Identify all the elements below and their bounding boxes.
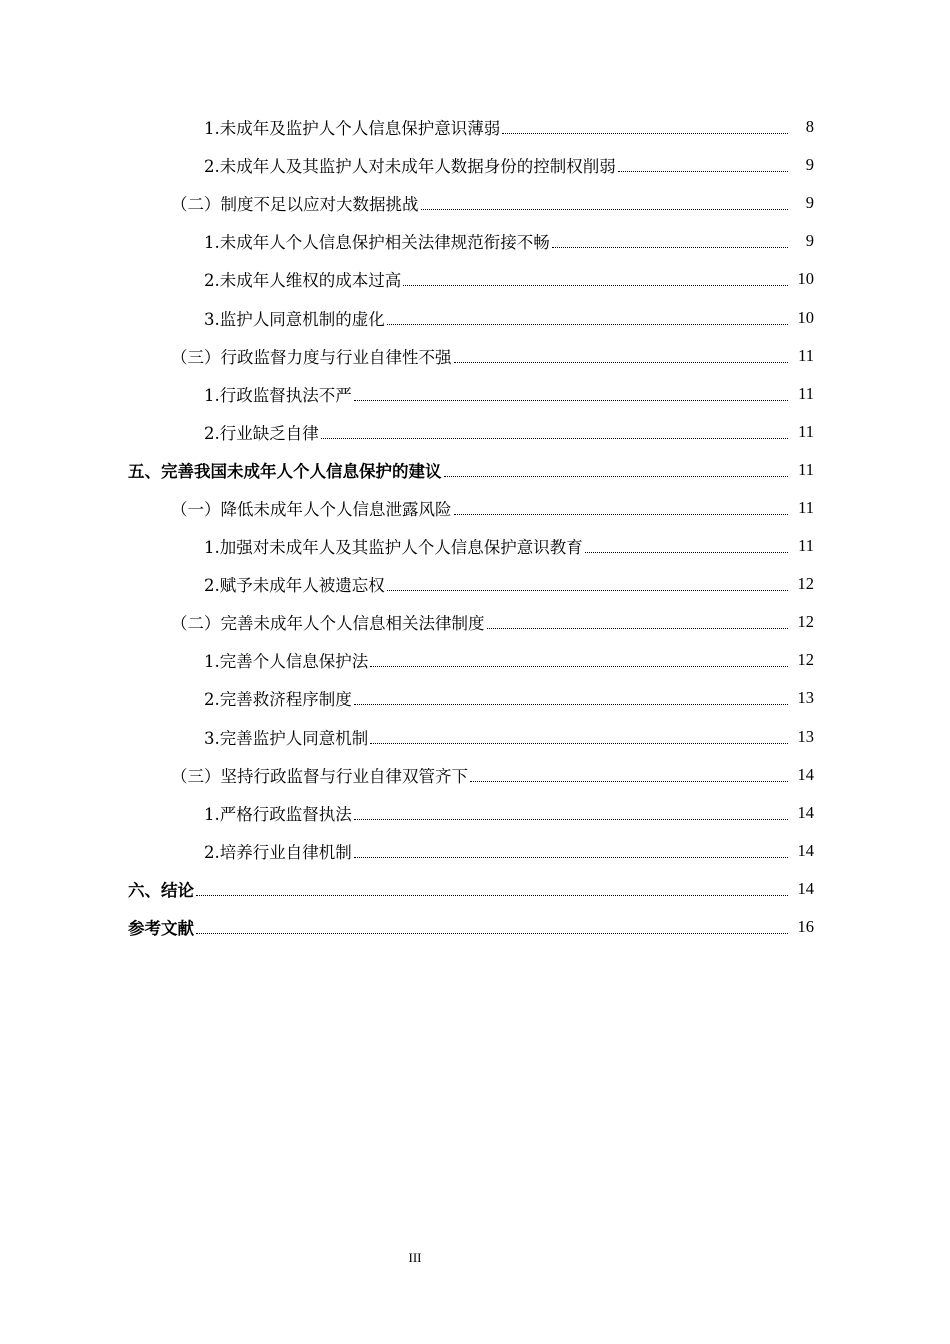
toc-entry[interactable] xyxy=(0,641,950,679)
dot-leader xyxy=(321,437,788,439)
toc-entry-title: 1.加强对未成年人及其监护人个人信息保护意识教育 xyxy=(204,538,583,558)
toc-entry[interactable] xyxy=(0,679,950,717)
toc-entry[interactable] xyxy=(0,870,950,908)
toc-entry-page: 10 xyxy=(797,269,814,289)
dot-leader xyxy=(370,665,788,667)
toc-entry[interactable] xyxy=(0,146,950,184)
toc-entry-title: （二）制度不足以应对大数据挑战 xyxy=(171,195,419,215)
toc-entry-page: 11 xyxy=(798,459,814,479)
toc-entry-page: 12 xyxy=(797,574,814,594)
toc-entry-title: 3.完善监护人同意机制 xyxy=(204,728,369,748)
toc-entry[interactable] xyxy=(0,603,950,641)
toc-entry-page: 12 xyxy=(797,650,814,670)
toc-entry[interactable] xyxy=(0,375,950,413)
dot-leader xyxy=(470,780,788,782)
toc-entry-page: 14 xyxy=(797,840,814,860)
toc-entry[interactable] xyxy=(0,527,950,565)
dot-leader xyxy=(444,475,789,477)
toc-entry-page: 12 xyxy=(797,612,814,632)
toc-entry-page: 11 xyxy=(798,536,814,556)
dot-leader xyxy=(354,856,788,858)
toc-entry-title: 2.未成年人及其监护人对未成年人数据身份的控制权削弱 xyxy=(204,157,616,177)
toc-entry-title: （三）坚持行政监督与行业自律双管齐下 xyxy=(171,766,468,786)
toc-entry[interactable] xyxy=(0,298,950,336)
toc-entry[interactable] xyxy=(0,108,950,146)
toc-entry[interactable] xyxy=(0,184,950,222)
toc-entry-title: 2.赋予未成年人被遗忘权 xyxy=(204,576,385,596)
toc-entry-title: 参考文献 xyxy=(128,919,194,939)
dot-leader xyxy=(370,742,788,744)
toc-entry-page: 14 xyxy=(797,764,814,784)
dot-leader xyxy=(552,246,788,248)
toc-entry-page: 11 xyxy=(798,345,814,365)
dot-leader xyxy=(354,703,788,705)
toc-entry-title: 1.严格行政监督执法 xyxy=(204,804,352,824)
toc-entry[interactable] xyxy=(0,832,950,870)
toc-entry-title: 2.培养行业自律机制 xyxy=(204,842,352,862)
toc-entry-page: 11 xyxy=(798,421,814,441)
toc-entry-title: 2.完善救济程序制度 xyxy=(204,690,352,710)
toc-entry-page: 16 xyxy=(797,917,814,937)
toc-entry[interactable] xyxy=(0,260,950,298)
toc-entry[interactable] xyxy=(0,718,950,756)
toc-entry-page: 11 xyxy=(798,497,814,517)
dot-leader xyxy=(454,361,789,363)
toc-entry[interactable] xyxy=(0,451,950,489)
dot-leader xyxy=(487,627,789,629)
table-of-contents xyxy=(0,108,950,946)
toc-entry-title: 3.监护人同意机制的虚化 xyxy=(204,309,385,329)
toc-entry-title: 1.未成年人个人信息保护相关法律规范衔接不畅 xyxy=(204,233,550,253)
toc-entry-page: 11 xyxy=(798,383,814,403)
dot-leader xyxy=(196,932,788,934)
toc-entry-page: 10 xyxy=(797,307,814,327)
dot-leader xyxy=(387,589,788,591)
toc-entry-title: 六、结论 xyxy=(128,880,194,900)
toc-entry-page: 9 xyxy=(805,193,814,213)
page-number: III xyxy=(408,1250,422,1265)
dot-leader xyxy=(196,894,788,896)
toc-entry-page: 9 xyxy=(805,155,814,175)
dot-leader xyxy=(403,284,788,286)
toc-entry-page: 14 xyxy=(797,878,814,898)
dot-leader xyxy=(387,323,788,325)
toc-entry-page: 13 xyxy=(797,688,814,708)
toc-entry-page: 13 xyxy=(797,726,814,746)
toc-entry[interactable] xyxy=(0,489,950,527)
toc-entry[interactable] xyxy=(0,794,950,832)
toc-entry-page: 8 xyxy=(805,117,814,137)
toc-entry-title: （二）完善未成年人个人信息相关法律制度 xyxy=(171,614,485,634)
toc-entry[interactable] xyxy=(0,337,950,375)
dot-leader xyxy=(585,551,788,553)
toc-entry[interactable] xyxy=(0,222,950,260)
toc-entry[interactable] xyxy=(0,756,950,794)
toc-entry-title: 2.行业缺乏自律 xyxy=(204,423,319,443)
toc-entry-title: 1.未成年及监护人个人信息保护意识薄弱 xyxy=(204,119,501,139)
dot-leader xyxy=(421,208,789,210)
toc-entry-title: 五、完善我国未成年人个人信息保护的建议 xyxy=(128,461,442,481)
dot-leader xyxy=(502,132,788,134)
toc-entry-page: 14 xyxy=(797,802,814,822)
toc-entry-title: 1.完善个人信息保护法 xyxy=(204,652,369,672)
dot-leader xyxy=(354,399,788,401)
toc-entry[interactable] xyxy=(0,565,950,603)
dot-leader xyxy=(354,818,788,820)
toc-entry-title: 2.未成年人维权的成本过高 xyxy=(204,271,402,291)
toc-entry-page: 9 xyxy=(805,231,814,251)
dot-leader xyxy=(454,513,789,515)
dot-leader xyxy=(618,170,788,172)
toc-entry[interactable] xyxy=(0,413,950,451)
toc-entry-title: 1.行政监督执法不严 xyxy=(204,385,352,405)
toc-entry-title: （三）行政监督力度与行业自律性不强 xyxy=(171,347,452,367)
toc-entry[interactable] xyxy=(0,908,950,946)
toc-entry-title: （一）降低未成年人个人信息泄露风险 xyxy=(171,499,452,519)
